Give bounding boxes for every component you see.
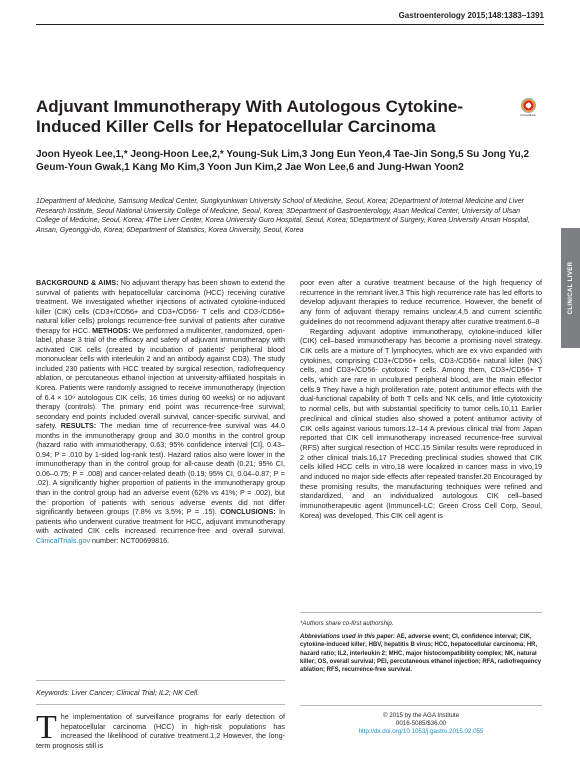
header-rule xyxy=(36,24,544,25)
crossmark-badge[interactable] xyxy=(519,98,537,117)
keywords-divider xyxy=(36,704,285,705)
footnote-divider xyxy=(300,612,542,613)
doi-link[interactable]: http://dx.doi.org/10.1053/j.gastro.2015.02.055 xyxy=(358,728,484,736)
abstract-background-label: BACKGROUND & AIMS: xyxy=(36,278,119,287)
abstract xyxy=(36,278,285,545)
article-title: Adjuvant Immunotherapy With Autologous Cytokine-Induced Killer Cells for Hepatocellular Carcinoma xyxy=(36,97,464,136)
journal-citation: Gastroenterology 2015;148:1383–1391 xyxy=(398,11,544,20)
registry-number: number: NCT00699816. xyxy=(90,535,170,545)
section-tab-label: CLINICAL LIVER xyxy=(567,261,574,315)
section-side-tab xyxy=(561,228,580,348)
abstract-methods-label: METHODS: xyxy=(92,325,131,335)
abstract-methods-text: We performed a multicenter, randomized, open-label, phase 3 trial of the efficacy and safety of adjuvant immunotherapy with activated CIK cells (created by incubation of patients' peripheral blood mononuclear cells with interleukin 2 and an antibody against CD3). The study included 230 patients with HCC treated by surgical resection, radiofrequency ablation, or percutaneous ethanol injection at university-affiliated hospitals in Korea. Patients were randomly assigned to receive immunotherapy (injection of 6.4 × 10⁹ autologous CIK cells, 16 times during 60 weeks) or no adjuvant therapy (controls). The primary end point was recurrence-free survival; secondary end points included overall survival, cancer-specific survival, and safety. xyxy=(36,325,285,431)
body-paragraph-1: poor even after a curative treatment because of the high frequency of recurrence in the remnant liver.3 This high recurrence rate has led efforts to develop adjuvant therapies to reduce recurrence. However, the benefit of any form of adjuvant therapy remains unclear,4,5 and current scientific guidelines do not recommend adjuvant therapy after curative treatment.6–8 xyxy=(300,278,542,326)
author-list: Joon Hyeok Lee,1,* Jeong-Hoon Lee,2,* Young-Suk Lim,3 Jong Eun Yeon,4 Tae-Jin Song,5 Su Jong Yu,2 Geum-Youn Gwak,1 Kang Mo Kim,3 Yoon Jun Kim,2 Jae Won Lee,6 and Jung-Hwan Yoon2 xyxy=(36,149,530,174)
abstract-conclusions-label: CONCLUSIONS: xyxy=(220,507,276,517)
keywords: Keywords: Liver Cancer; Clinical Trial; IL2; NK Cell. xyxy=(36,688,200,697)
intro-text: he implementation of surveillance programs for early detection of hepatocellular carcinoma (HCC) in high-risk populations has increased the likelihood of curative treatment.1,2 However, the long-term prognosis still is xyxy=(36,712,285,751)
abstract-conclusions-text: In patients who underwent curative treatment for HCC, adjuvant immunotherapy with activated CIK cells increased recurrence-free and overall survival. xyxy=(36,507,285,536)
abstract-background-text: No adjuvant therapy has been shown to extend the survival of patients with hepatocellular carcinoma (HCC) receiving curative treatment. We investigated whether injections of activated cytokine-induced killer (CIK) cells (CD3+/CD56+ and CD3+/CD56- T cells and CD3-/CD56+ natural killer cells) prolongs recurrence-free survival of patients after curative therapy for HCC. xyxy=(36,278,285,335)
abstract-results-text: The median time of recurrence-free survival was 44.0 months in the immunotherapy group and 30.0 months in the control group (hazard ratio with immunotherapy, 0.63; 95% confidence interval [CI], 0.43–0.94; P = .010 by 1-sided log-rank test). Hazard ratios also were lower in the immunotherapy than in the control group for all-cause death (0.21; 95% CI, 0.06–0.75; P = .008) and cancer-related death (0.19; 95% CI, 0.04–0.87; P = .02). A significantly higher proportion of patients in the immunotherapy group than in the control group had an adverse event (62% vs 41%; P = .002), but the proportion of patients with serious adverse events did not differ significantly between groups (7.8% vs 3.5%; P = .15). xyxy=(36,421,285,517)
author-affiliations: 1Department of Medicine, Samsung Medical Center, Sungkyunkwan University School of Medicine, Seoul, Korea; 2Department of Internal Medicine and Liver Research Institute, Seoul National University College of Medicine, Seoul, Korea; 3Department of Gastroenterology, Asan Medical Center, University of Ulsan College of Medicine, Seoul, Korea; 4The Liver Center, Korea University Guro Hospital, Seoul, Korea; 5Department of Surgery, Korea University Ansan Hospital, Ansan, Gyeonggi-do, Korea; 6Department of Statistics, Korea University, Seoul, Korea xyxy=(36,198,530,234)
drop-cap: T xyxy=(36,709,57,746)
copyright-block xyxy=(300,712,542,737)
intro-paragraph xyxy=(36,709,285,751)
cofirst-footnote: *Authors share co-first authorship. xyxy=(300,620,394,627)
issn-price: 0016-5085/$36.00 xyxy=(395,720,447,728)
body-column-right xyxy=(300,278,542,521)
abstract-results-label: RESULTS: xyxy=(60,421,97,431)
abbreviations-footnote xyxy=(300,633,542,674)
crossmark-label: CrossMark xyxy=(520,113,536,117)
clinicaltrials-link[interactable]: ClinicalTrials.gov xyxy=(36,535,91,545)
abstract-divider xyxy=(36,680,285,681)
crossmark-icon xyxy=(521,98,536,113)
copyright-line: © 2015 by the AGA Institute xyxy=(382,712,460,719)
copyright-divider xyxy=(300,705,542,706)
abbreviations-text: AE, adverse event; CI, confidence interval; CIK, cytokine-induced killer; HBV, hepatitis B virus; HCC, hepatocellular carcinoma; HR, hazard ratio; IL2, interleukin 2; MHC, major histocompatibility complex; NK, natural killer; OS, overall survival; PEI, percutaneous ethanol injection; RFA, radiofrequency ablation; RFS, recurrence-free survival. xyxy=(300,634,542,674)
abbreviations-label: Abbreviations used in this paper: xyxy=(300,634,396,640)
body-paragraph-2: Regarding adjuvant adoptive immunotherapy, cytokine-induced killer (CIK) cell–based immunotherapy has become a promising novel strategy. CIK cells are a mixture of T lymphocytes, which are ex vivo expanded with cytokines, comprising CD3+/CD56+ cells, CD3-/CD56+ natural killer (NK) cells, and CD3+/CD56- cytotoxic T cells. Among them, CD3+/CD56+ T cells, which are rare in uncultured peripheral blood, are the main effector cells.9 They have a high proliferation rate, potent antitumor effects with the dual-functional capability of both T cells and NK cells, and little cytotoxicity to normal cells, but with substantial specificity to tumor cells.10,11 Earlier preclinical and clinical studies also showed a potent antitumor activity of CIK cells against various tumors.12–14 A previous clinical trial from Japan reported that CIK cell immunotherapy increased recurrence-free survival (RFS) after surgical resection of HCC.15 Similar results were reproduced in 2 other clinical trials.16,17 Preceding preclinical studies showed that CIK cells killed HCC cells in vitro,18 were localized in cancer mass in vivo,19 and induced no major side effects after repeated transfer.20 Encouraged by these promising results, the manufacturing techniques were refined and standardized, and an individualized autologous CIK cell–based immunotherapeutic agent (Immuncell-LC; Green Cross Cell Corp, Seoul, Korea) was developed. This CIK cell agent is xyxy=(300,326,542,520)
